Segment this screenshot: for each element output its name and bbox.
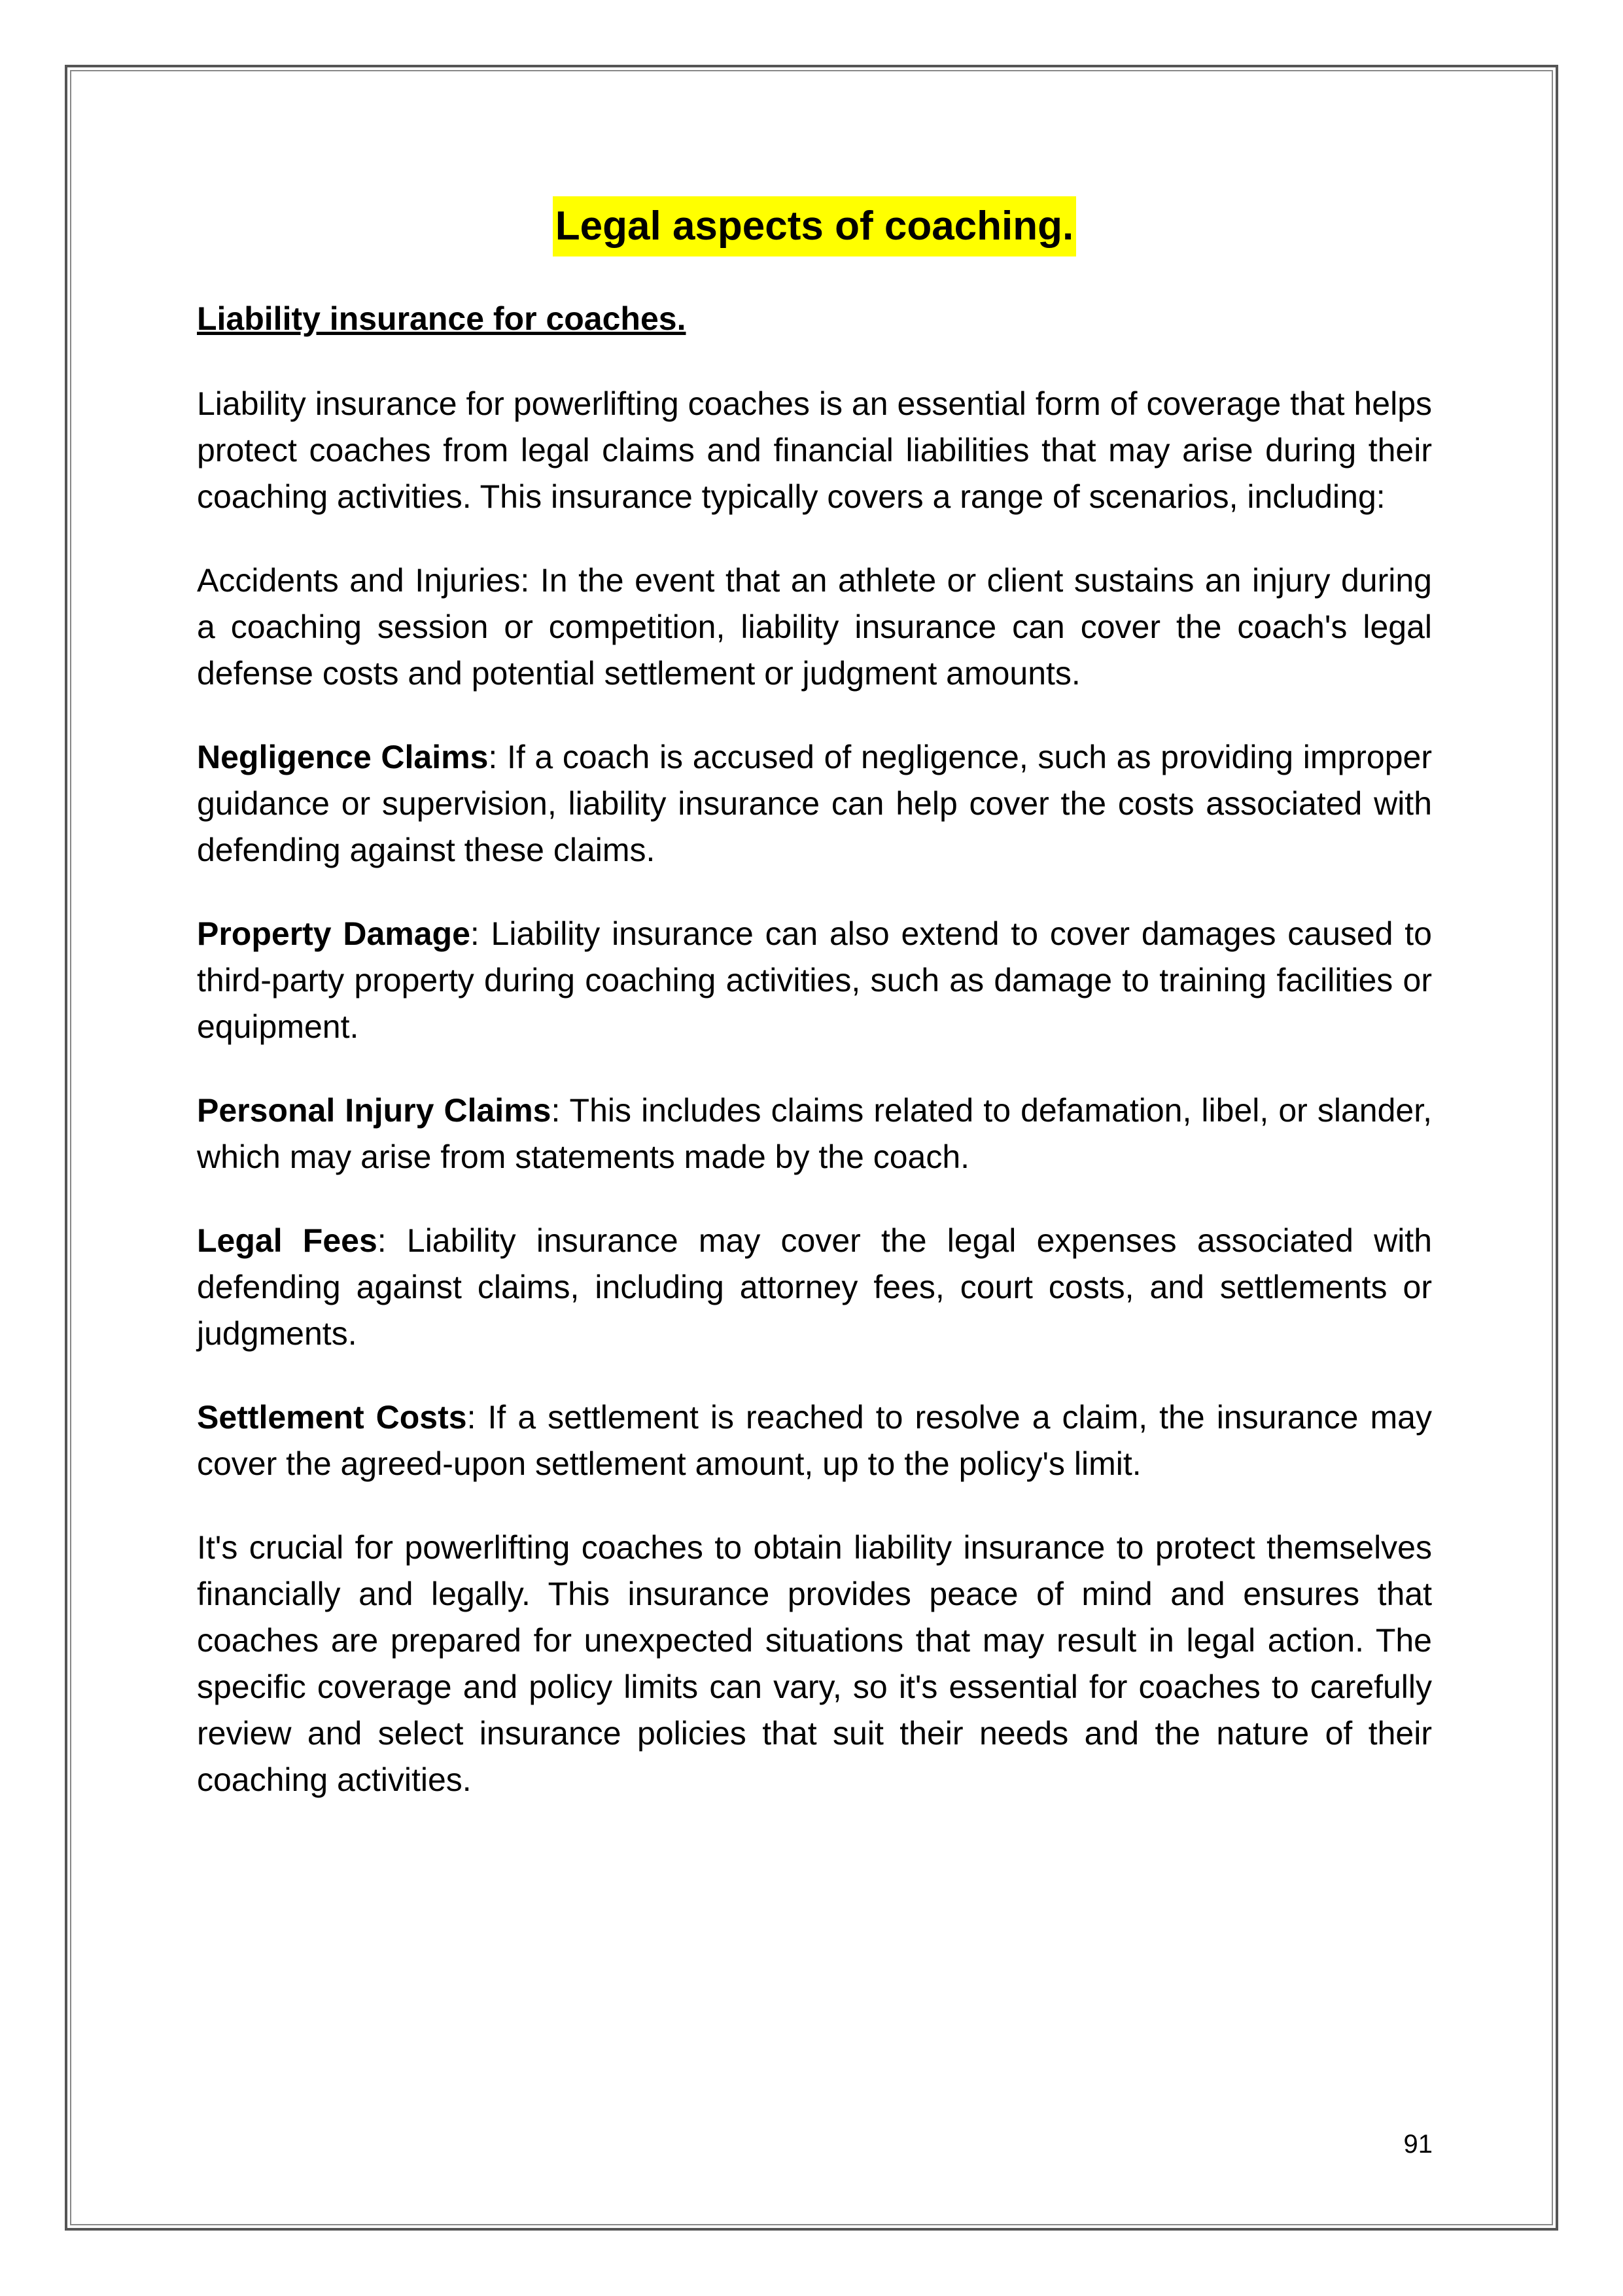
legal-fees-paragraph: [197, 1218, 1432, 1357]
negligence-term: Negligence Claims: [197, 739, 489, 775]
personal-injury-text: : This includes claims related to defamation, libel, or slander, which may arise from statements made by the coach.: [197, 1092, 1432, 1175]
settlement-costs-paragraph: [197, 1394, 1432, 1487]
conclusion-paragraph: It's crucial for powerlifting coaches to obtain liability insurance to protect themselves financially and legally. This insurance provides peace of mind and ensures that coaches are prepared for unexpected situations that may result in legal action. The specific coverage and policy limits can vary, so it's essential for coaches to carefully review and select insurance policies that suit their needs and the nature of their coaching activities.: [197, 1529, 1432, 1798]
negligence-paragraph: [197, 734, 1432, 874]
personal-injury-term: Personal Injury Claims: [197, 1092, 551, 1129]
accidents-paragraph: Accidents and Injuries: In the event that an athlete or client sustains an injury during a coaching session or competition, liability insurance can cover the coach's legal defense costs and potential settlement or judgment amounts.: [197, 562, 1432, 692]
title-container: [197, 196, 1432, 256]
page-title: Legal aspects of coaching.: [553, 196, 1076, 256]
section-heading: Liability insurance for coaches.: [197, 300, 686, 337]
settlement-costs-term: Settlement Costs: [197, 1399, 467, 1436]
property-damage-term: Property Damage: [197, 915, 470, 952]
property-damage-text: : Liability insurance can also extend to cover damages caused to third-party property during coaching activities, such as damage to training facilities or equipment.: [197, 915, 1432, 1045]
page-number: 91: [1403, 2130, 1433, 2159]
legal-fees-text: : Liability insurance may cover the legal expenses associated with defending against claims, including attorney fees, court costs, and settlements or judgments.: [197, 1222, 1433, 1352]
intro-paragraph: Liability insurance for powerlifting coaches is an essential form of coverage that helps protect coaches from legal claims and financial liabilities that may arise during their coaching activities. This insurance typically covers a range of scenarios, including:: [197, 385, 1432, 515]
property-damage-paragraph: [197, 911, 1432, 1050]
settlement-costs-text: : If a settlement is reached to resolve a claim, the insurance may cover the agreed-upon settlement amount, up to the policy's limit.: [197, 1399, 1432, 1482]
negligence-text: : If a coach is accused of negligence, such as providing improper guidance or supervision, liability insurance can help cover the costs associated with defending against these claims.: [197, 739, 1433, 868]
legal-fees-term: Legal Fees: [197, 1222, 377, 1259]
document-content: [197, 196, 1432, 1841]
personal-injury-paragraph: [197, 1087, 1432, 1180]
